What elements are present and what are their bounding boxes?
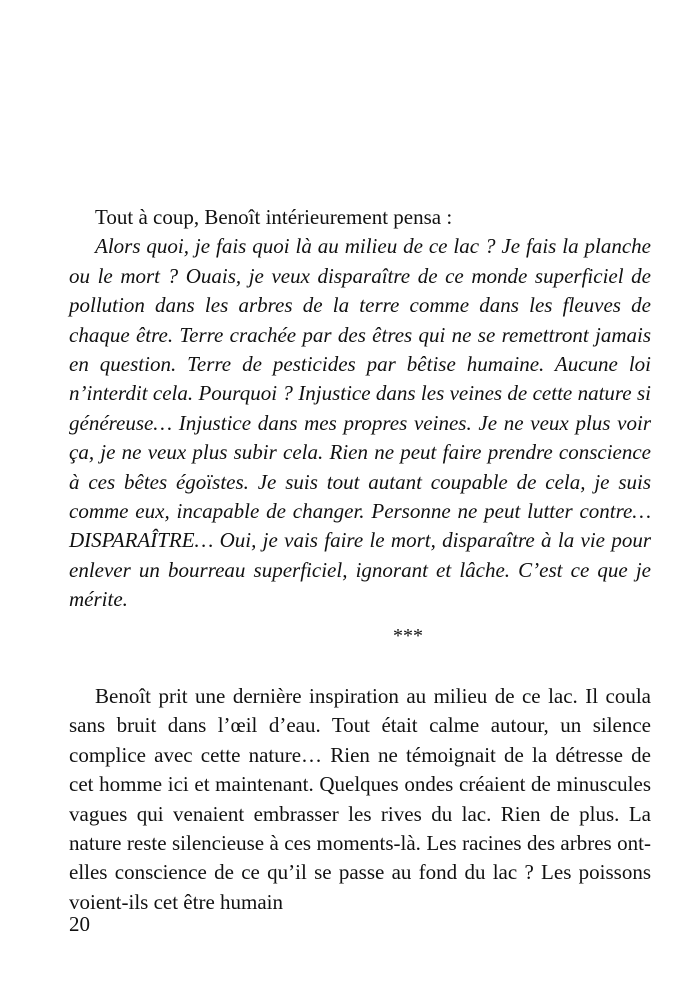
- page-number: 20: [69, 912, 90, 936]
- opening-paragraph: [69, 203, 651, 615]
- narration-paragraph: Benoît prit une dernière inspiration au milieu de ce lac. Il coula sans bruit dans l’œil d’eau. Tout était calme autour, un silence complice avec cette nature… Rien ne témoignait de la détresse de cet homme ici et maintenant. Quelques ondes créaient de minuscules vagues qui venaient embrasser les rives du lac. Rien de plus. La nature reste silencieuse à ces moments-là. Les racines des arbres ont-elles conscience de ce qu’il se passe au fond du lac ? Les poissons voient-ils cet être humain: [69, 684, 651, 914]
- section-separator: [0, 625, 700, 648]
- intro-line: Tout à coup, Benoît intérieurement pensa :: [95, 205, 453, 229]
- separator-asterisks: ***: [393, 625, 423, 647]
- inner-thought-paragraph: Alors quoi, je fais quoi là au milieu de ce lac ? Je fais la planche ou le mort ? Ouais, je veux disparaître de ce monde superficiel de pollution dans les arbres de la terre comme dans les fleuves de chaque être. Terre crachée par des êtres qui ne se remettront jamais en question. Terre de pesticides par bêtise humaine. Aucune loi n’interdit cela. Pourquoi ? Injustice dans les veines de cette nature si généreuse… Injustice dans mes propres veines. Je ne veux plus voir ça, je ne veux plus subir cela. Rien ne peut faire prendre conscience à ces bêtes égoïstes. Je suis tout autant coupable de cela, je suis comme eux, incapable de changer. Personne ne peut lutter contre… DISPARAÎTRE… Oui, je vais faire le mort, disparaître à la vie pour enlever un bourreau superficiel, ignorant et lâche. C’est ce que je mérite.: [69, 234, 651, 612]
